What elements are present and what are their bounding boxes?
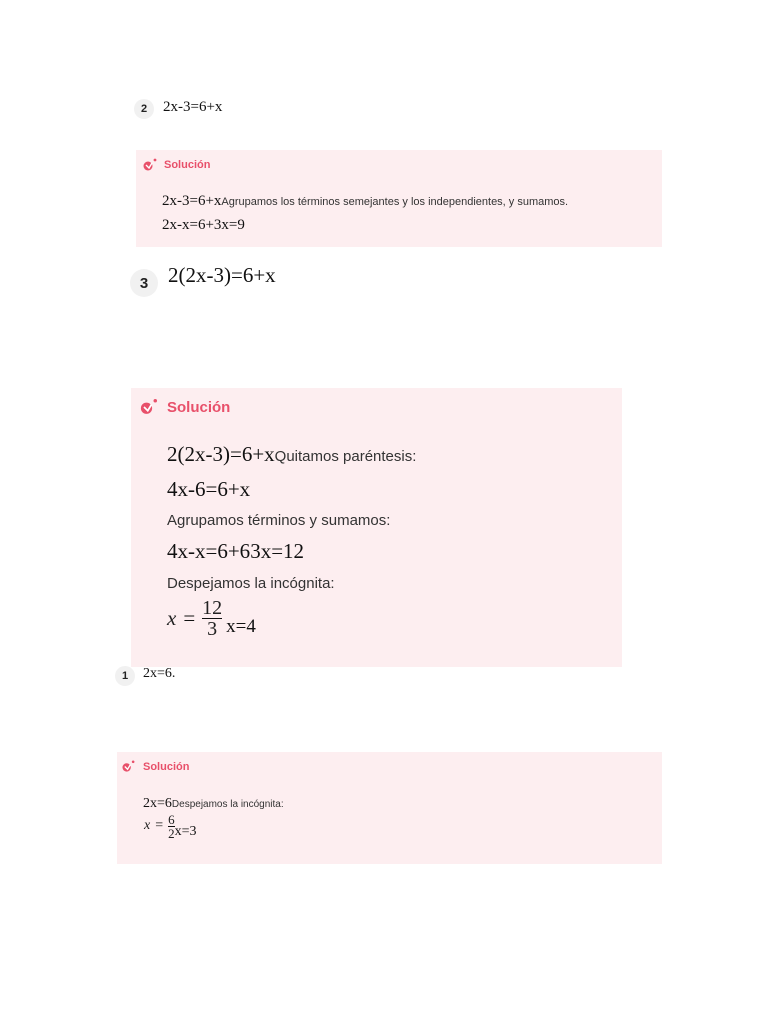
fraction-equals: = [155, 818, 164, 833]
step-text: Agrupamos los términos semejantes y los independientes, y sumamos. [221, 196, 569, 208]
step-math: 2x=6 [143, 796, 172, 811]
problem-equation: 2x=6. [143, 666, 176, 681]
solution-step [167, 512, 390, 530]
step-math: 2x-x=6+3 [162, 217, 222, 233]
fraction-denominator: 3 [207, 618, 218, 640]
sparkle-icon [142, 158, 158, 172]
fraction-variable: x [144, 818, 151, 833]
solution-fraction-step [167, 598, 256, 639]
step-text: Quitamos paréntesis: [274, 448, 417, 465]
step-text: Despejamos la incógnita: [167, 575, 335, 592]
solution-step [167, 477, 250, 502]
solution-step [162, 192, 568, 210]
solution-step [162, 216, 245, 234]
solution-label: Solución [143, 760, 190, 773]
problem-number-badge [130, 269, 158, 297]
problem-number: 1 [121, 670, 129, 682]
solution-header [142, 158, 210, 172]
solution-step [167, 575, 335, 593]
step-text: Despejamos la incógnita: [171, 799, 284, 810]
solution-label: Solución [167, 398, 231, 416]
problem-equation: 2(2x-3)=6+x [168, 263, 276, 287]
step-text: Agrupamos términos y sumamos: [167, 512, 391, 529]
solution-header [139, 398, 230, 416]
solution-box [117, 752, 662, 864]
solution-header [121, 760, 189, 773]
fraction-numerator: 6 [168, 811, 175, 827]
fraction-numerator: 12 [202, 597, 223, 619]
step-math: 2x-3=6+x [162, 193, 222, 209]
problem-number-badge [134, 99, 154, 119]
solution-step [167, 442, 416, 467]
fraction-equals: = [183, 606, 196, 630]
solution-step [167, 539, 304, 564]
fraction [202, 598, 222, 639]
step-math: 4x-x=6+6 [167, 539, 251, 563]
problem-number: 2 [140, 103, 148, 115]
step-math: 2(2x-3)=6+x [167, 442, 275, 466]
step-result: x=4 [226, 615, 256, 637]
sparkle-icon [121, 760, 136, 773]
problem-number: 3 [139, 274, 149, 292]
problem-equation: 2x-3=6+x [163, 99, 223, 115]
solution-box [136, 150, 662, 247]
problem-number-badge [115, 666, 135, 686]
step-math: 4x-6=6+x [167, 477, 251, 501]
step-result: x=3 [174, 824, 197, 839]
step-result: 3x=12 [250, 539, 305, 563]
sparkle-icon [139, 398, 159, 416]
fraction-denominator: 2 [168, 825, 175, 841]
solution-fraction-step [144, 812, 197, 840]
fraction-variable: x [167, 606, 177, 630]
solution-label: Solución [164, 159, 211, 171]
solution-step [143, 794, 284, 812]
step-result: x=9 [221, 217, 245, 233]
solution-box [131, 388, 622, 667]
